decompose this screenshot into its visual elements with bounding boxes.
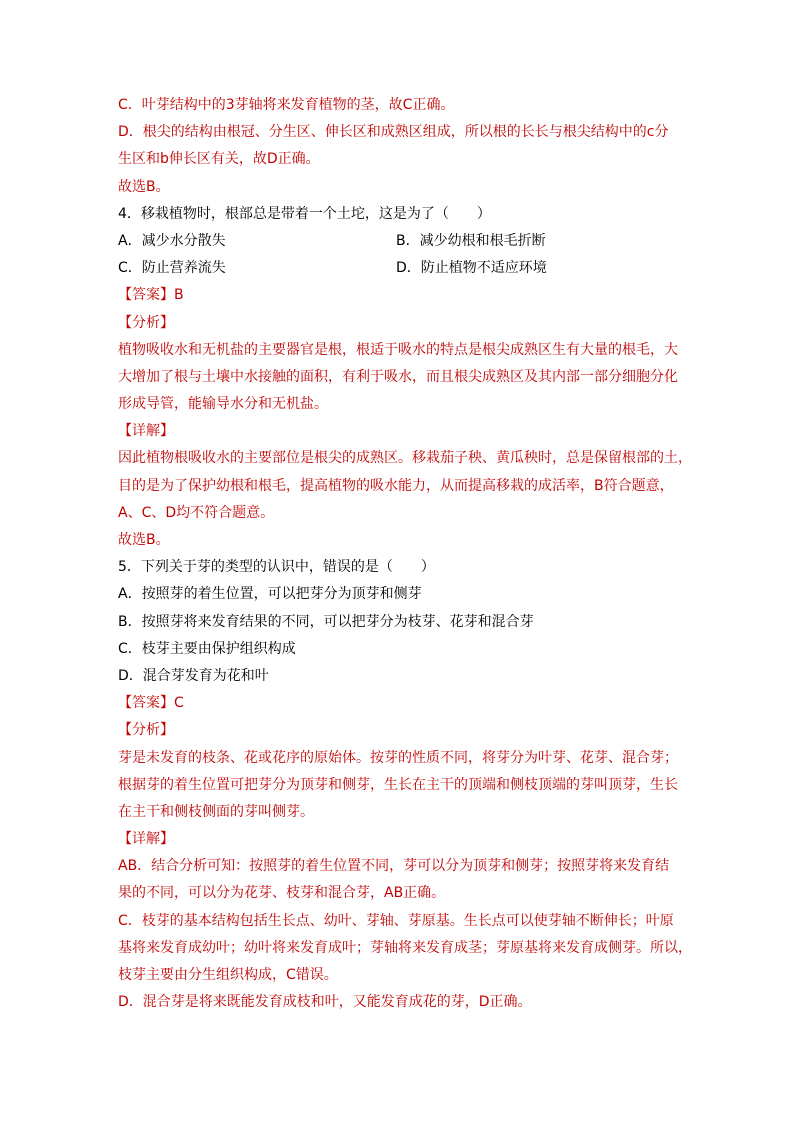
question-5-answer: 【答案】C [118, 695, 184, 712]
question-5-detail-line: AB．结合分析可知：按照芽的着生位置不同，芽可以分为顶芽和侧芽；按照芽将来发育结 [118, 858, 670, 875]
question-4-analysis-heading: 【分析】 [118, 314, 174, 331]
question-5-analysis-line: 根据芽的着生位置可把芽分为顶芽和侧芽，生长在主干的顶端和侧枝顶端的芽叫顶芽，生长 [118, 776, 678, 793]
question-5-detail-heading: 【详解】 [118, 831, 174, 848]
question-5-option-b: B．按照芽将来发育结果的不同，可以把芽分为枝芽、花芽和混合芽 [118, 613, 534, 630]
question-4-option-b: B．减少幼根和根毛折断 [396, 232, 546, 249]
question-5-analysis-heading: 【分析】 [118, 722, 174, 739]
question-4-option-c: C．防止营养流失 [118, 260, 226, 277]
question-4-detail-line: 因此植物根吸收水的主要部位是根尖的成熟区。移栽茄子秧、黄瓜秧时，总是保留根部的土， [118, 450, 692, 467]
question-4-conclusion: 故选B。 [118, 532, 170, 548]
explanation-line: 生区和b伸长区有关，故D正确。 [118, 151, 320, 168]
question-4-stem: 4．移栽植物时，根部总是带着一个土坨，这是为了（ ） [118, 205, 491, 222]
question-5-detail-line: 枝芽主要由分生组织构成，C错误。 [118, 967, 338, 983]
question-4-analysis-line: 形成导管，能输导水分和无机盐。 [118, 396, 328, 413]
explanation-line: C．叶芽结构中的3芽轴将来发育植物的茎，故C正确。 [118, 97, 455, 113]
question-5-analysis-line: 芽是未发育的枝条、花或花序的原始体。按芽的性质不同，将芽分为叶芽、花芽、混合芽； [118, 749, 678, 766]
question-5-detail-line: 果的不同，可以分为花芽、枝芽和混合芽，AB正确。 [118, 885, 446, 902]
question-4-analysis-line: 植物吸收水和无机盐的主要器官是根，根适于吸水的特点是根尖成熟区生有大量的根毛，大 [118, 341, 678, 358]
question-5-detail-line: D．混合芽是将来既能发育成枝和叶，又能发育成花的芽，D正确。 [118, 994, 532, 1011]
conclusion-line: 故选B。 [118, 178, 170, 195]
question-4-option-d: D．防止植物不适应环境 [396, 260, 547, 277]
explanation-line: D．根尖的结构由根冠、分生区、伸长区和成熟区组成，所以根的长长与根尖结构中的c分 [118, 124, 669, 141]
question-5-option-a: A．按照芽的着生位置，可以把芽分为顶芽和侧芽 [118, 586, 422, 603]
question-4-answer: 【答案】B [118, 287, 184, 304]
question-5-option-c: C．枝芽主要由保护组织构成 [118, 640, 296, 657]
question-4-detail-heading: 【详解】 [118, 423, 174, 440]
question-5-stem: 5．下列关于芽的类型的认识中，错误的是（ ） [118, 559, 435, 576]
question-5-option-d: D．混合芽发育为花和叶 [118, 667, 269, 684]
document-page [118, 92, 692, 1016]
question-4-detail-line: 目的是为了保护幼根和根毛，提高植物的吸水能力，从而提高移栽的成活率，B符合题意， [118, 477, 674, 494]
question-4-option-a: A．减少水分散失 [118, 232, 226, 249]
question-5-detail-line: 基将来发育成幼叶；幼叶将来发育成叶；芽轴将来发育成茎；芽原基将来发育成侧芽。所以， [118, 939, 692, 956]
question-4-analysis-line: 大增加了根与土壤中水接触的面积，有利于吸水，而且根尖成熟区及其内部一部分细胞分化 [118, 368, 678, 385]
question-4-detail-line: A、C、D均不符合题意。 [118, 504, 275, 521]
question-4-options-row-1 [118, 228, 678, 255]
question-4-options-row-2 [118, 255, 678, 282]
question-5-analysis-line: 在主干和侧枝侧面的芽叫侧芽。 [118, 803, 314, 820]
question-5-detail-line: C．枝芽的基本结构包括生长点、幼叶、芽轴、芽原基。生长点可以使芽轴不断伸长；叶原 [118, 912, 674, 929]
